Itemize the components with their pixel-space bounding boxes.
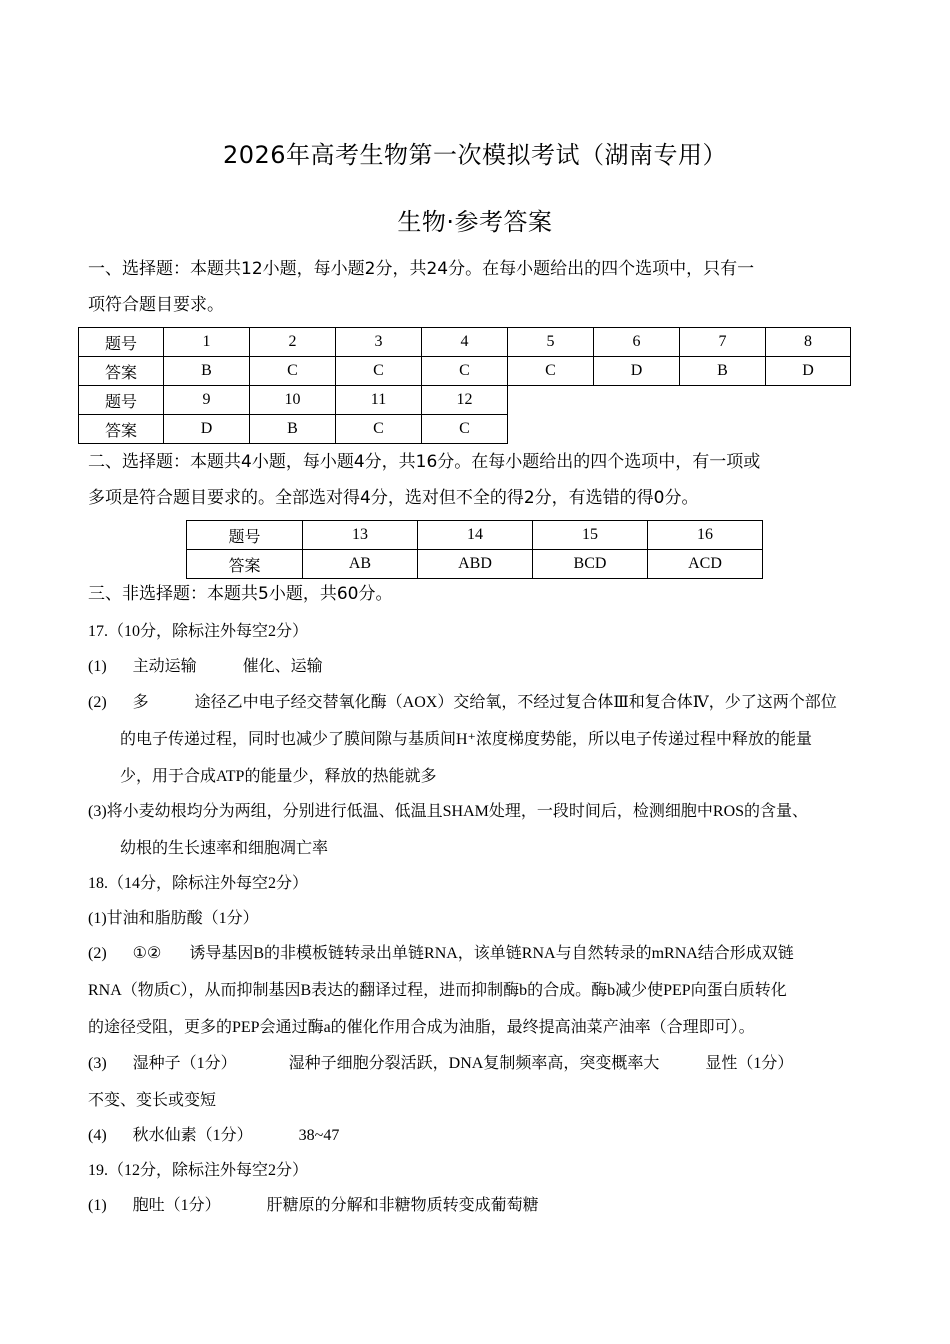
answer-text: 肝糖原的分解和非糖物质转变成葡萄糖 <box>266 1197 539 1214</box>
row-label-answer: 答案 <box>79 357 164 386</box>
answer-cell: BCD <box>533 550 648 579</box>
question-number: 16 <box>648 521 763 550</box>
part-number: (1) <box>88 658 107 675</box>
answer-cell: C <box>422 357 508 386</box>
q17-part3-cont: 幼根的生长速率和细胞凋亡率 <box>120 840 329 857</box>
answer-text: ①② <box>132 945 162 962</box>
table-row <box>187 550 763 579</box>
answer-cell: D <box>766 357 851 386</box>
answer-text: 显性（1分） <box>705 1055 794 1072</box>
question-number: 11 <box>336 386 422 415</box>
answer-text: 催化、运输 <box>242 658 323 675</box>
part-number: (3) <box>88 1055 107 1072</box>
q17-part1 <box>88 656 323 678</box>
page-title: 2026年高考生物第一次模拟考试（湖南专用） <box>222 141 728 169</box>
answer-cell: B <box>164 357 250 386</box>
answer-cell: AB <box>303 550 418 579</box>
q17-part2-cont: 的电子传递过程，同时也减少了膜间隙与基质间H⁺浓度梯度势能，所以电子传递过程中释放的能量 <box>120 731 813 748</box>
q19-header: 19.（12分，除标注外每空2分） <box>88 1162 309 1179</box>
row-label-answer: 答案 <box>187 550 303 579</box>
table-row <box>79 357 851 386</box>
section2-heading <box>88 444 858 516</box>
row-label-question: 题号 <box>79 386 164 415</box>
part-number: (2) <box>88 945 107 962</box>
section1-answer-table <box>78 327 851 444</box>
answer-text: 湿种子（1分） <box>132 1055 237 1072</box>
q17-part2 <box>88 692 837 714</box>
question-number: 3 <box>336 328 422 357</box>
q17-part3: (3)将小麦幼根均分为两组，分别进行低温、低温且SHAM处理，一段时间后，检测细胞中ROS的含量、 <box>88 803 809 820</box>
section2-line2: 多项是符合题目要求的。全部选对得4分，选对但不全的得2分，有选错的得0分。 <box>88 488 699 508</box>
answer-text: 多 <box>132 694 149 711</box>
answer-cell: B <box>250 415 336 444</box>
answer-cell: C <box>422 415 508 444</box>
q17-header: 17.（10分，除标注外每空2分） <box>88 623 309 640</box>
answer-text: 诱导基因B的非模板链转录出单链RNA，该单链RNA与自然转录的mRNA结合形成双链 <box>189 945 794 962</box>
answer-text: 湿种子细胞分裂活跃，DNA复制频率高，突变概率大 <box>288 1055 660 1072</box>
q17-part2-cont: 少，用于合成ATP的能量少，释放的热能就多 <box>120 768 437 785</box>
q18-part1: (1)甘油和脂肪酸（1分） <box>88 910 259 927</box>
question-number: 6 <box>594 328 680 357</box>
question-number: 14 <box>418 521 533 550</box>
answer-text: 秋水仙素（1分） <box>132 1127 253 1144</box>
part-number: (1) <box>88 1197 107 1214</box>
question-number: 7 <box>680 328 766 357</box>
answer-cell: D <box>164 415 250 444</box>
answer-text: 主动运输 <box>132 658 197 675</box>
page-subtitle: 生物·参考答案 <box>397 208 553 236</box>
answer-text: 38~47 <box>298 1127 340 1144</box>
question-number: 9 <box>164 386 250 415</box>
answer-cell: B <box>680 357 766 386</box>
question-number: 15 <box>533 521 648 550</box>
question-number: 8 <box>766 328 851 357</box>
question-number: 12 <box>422 386 508 415</box>
part-number: (2) <box>88 694 107 711</box>
table-row <box>187 521 763 550</box>
answer-cell: C <box>336 415 422 444</box>
answer-text: 途径乙中电子经交替氧化酶（AOX）交给氧，不经过复合体Ⅲ和复合体Ⅳ，少了这两个部位 <box>194 694 837 711</box>
section3-heading: 三、非选择题：本题共5小题，共60分。 <box>88 584 393 604</box>
answer-cell: D <box>594 357 680 386</box>
table-row <box>79 415 851 444</box>
q18-part2 <box>88 943 794 965</box>
section1-heading <box>88 251 858 323</box>
answer-cell: C <box>250 357 336 386</box>
row-label-question: 题号 <box>79 328 164 357</box>
row-label-question: 题号 <box>187 521 303 550</box>
section2-answer-table <box>186 520 763 579</box>
q18-part2-cont: 的途径受阻，更多的PEP会通过酶a的催化作用合成为油脂，最终提高油菜产油率（合理即可）。 <box>88 1019 755 1036</box>
q18-part2-cont: RNA（物质C），从而抑制基因B表达的翻译过程，进而抑制酶b的合成。酶b减少使PEP向蛋白质转化 <box>88 982 787 999</box>
section1-line1: 一、选择题：本题共12小题，每小题2分，共24分。在每小题给出的四个选项中，只有一 <box>88 259 755 279</box>
question-number: 13 <box>303 521 418 550</box>
question-number: 4 <box>422 328 508 357</box>
question-number: 5 <box>508 328 594 357</box>
answer-cell: C <box>508 357 594 386</box>
q19-part1 <box>88 1195 539 1217</box>
q18-part3 <box>88 1053 793 1075</box>
part-number: (4) <box>88 1127 107 1144</box>
answer-cell: ABD <box>418 550 533 579</box>
row-label-answer: 答案 <box>79 415 164 444</box>
answer-cell: ACD <box>648 550 763 579</box>
question-number: 2 <box>250 328 336 357</box>
q18-header: 18.（14分，除标注外每空2分） <box>88 875 309 892</box>
table-row <box>79 386 851 415</box>
q18-part4 <box>88 1125 339 1147</box>
q18-part3-cont: 不变、变长或变短 <box>88 1092 217 1109</box>
section2-line1: 二、选择题：本题共4小题，每小题4分，共16分。在每小题给出的四个选项中，有一项或 <box>88 452 761 472</box>
answer-text: 胞吐（1分） <box>132 1197 221 1214</box>
question-number: 1 <box>164 328 250 357</box>
table-row <box>79 328 851 357</box>
question-number: 10 <box>250 386 336 415</box>
answer-cell: C <box>336 357 422 386</box>
section1-line2: 项符合题目要求。 <box>88 295 224 315</box>
